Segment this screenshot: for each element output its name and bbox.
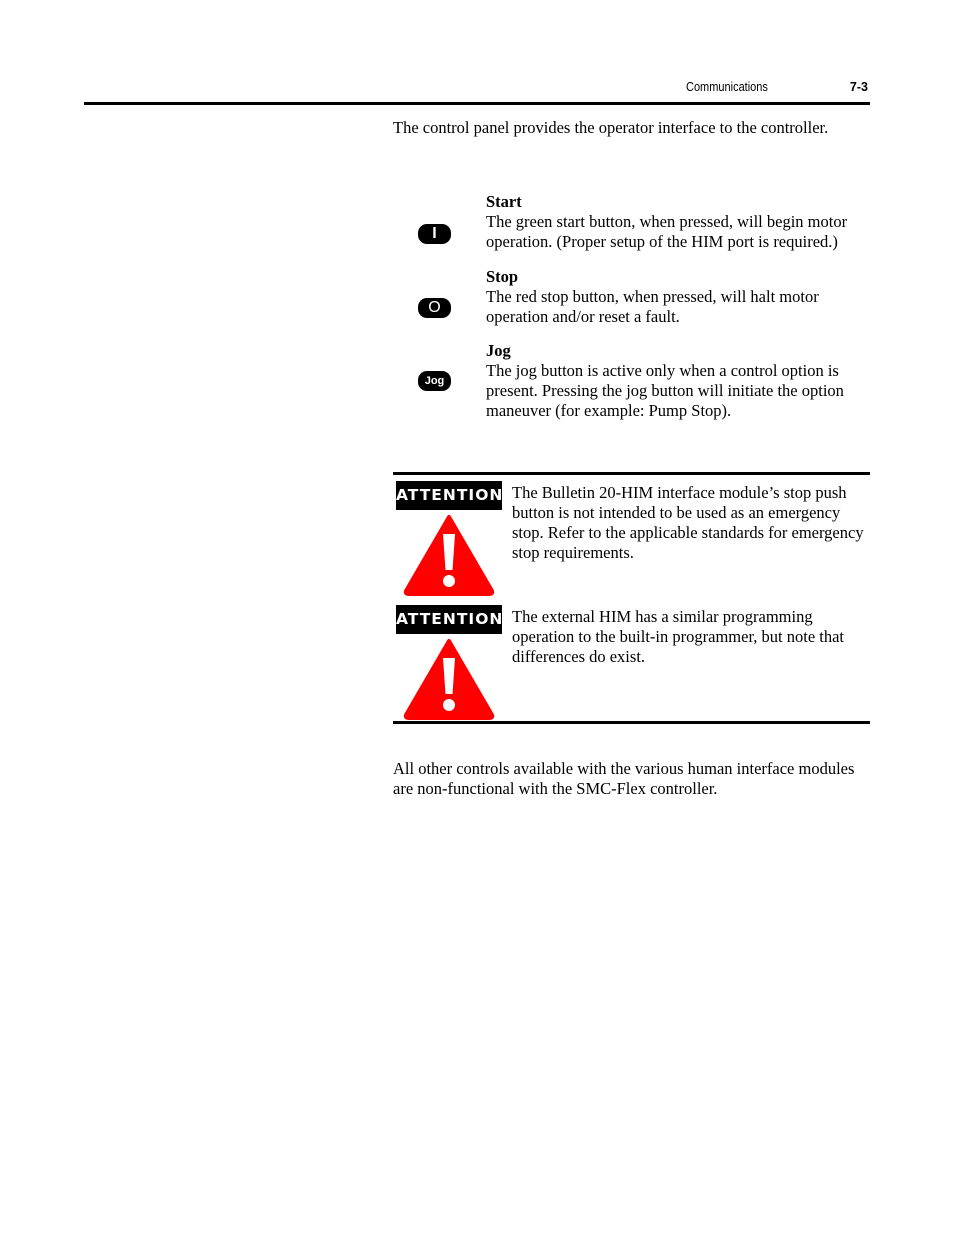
warning-triangle-icon bbox=[403, 514, 495, 596]
closing-paragraph: All other controls available with the various human interface modules are non-functional with the SMC-Flex controller. bbox=[393, 759, 855, 798]
attention-bottom-rule bbox=[393, 721, 870, 724]
header-section-title: Communications bbox=[686, 80, 768, 94]
attention-label: ATTENTION bbox=[396, 481, 502, 510]
control-title: Start bbox=[486, 192, 522, 211]
control-description: The green start button, when pressed, will begin motor operation. (Proper setup of the HIM port is required.) bbox=[486, 212, 848, 251]
header-page-number: 7-3 bbox=[849, 80, 868, 94]
stop-button-icon: O bbox=[418, 298, 451, 318]
control-description: The jog button is active only when a control option is present. Pressing the jog button will initiate the option maneuver (for example: Pump Stop). bbox=[486, 361, 844, 420]
control-item-jog bbox=[486, 341, 870, 421]
control-description: The red stop button, when pressed, will halt motor operation and/or reset a fault. bbox=[486, 287, 819, 326]
attention-label: ATTENTION bbox=[396, 605, 502, 634]
control-title: Stop bbox=[486, 267, 519, 286]
control-item-stop bbox=[486, 267, 870, 327]
attention-text: The Bulletin 20-HIM interface module’s stop push button is not intended to be used as an emergency stop. Refer to the applicable standards for emergency stop requirements. bbox=[512, 483, 864, 562]
control-item-start bbox=[486, 192, 870, 252]
intro-paragraph: The control panel provides the operator interface to the controller. bbox=[393, 118, 829, 137]
attention-top-rule bbox=[393, 472, 870, 475]
header-rule bbox=[84, 102, 870, 105]
attention-text: The external HIM has a similar programming operation to the built-in programmer, but note that differences do exist. bbox=[512, 607, 845, 666]
control-title: Jog bbox=[486, 341, 511, 360]
start-button-icon: I bbox=[418, 224, 451, 244]
jog-button-icon: Jog bbox=[418, 371, 451, 391]
warning-triangle-icon bbox=[403, 638, 495, 720]
